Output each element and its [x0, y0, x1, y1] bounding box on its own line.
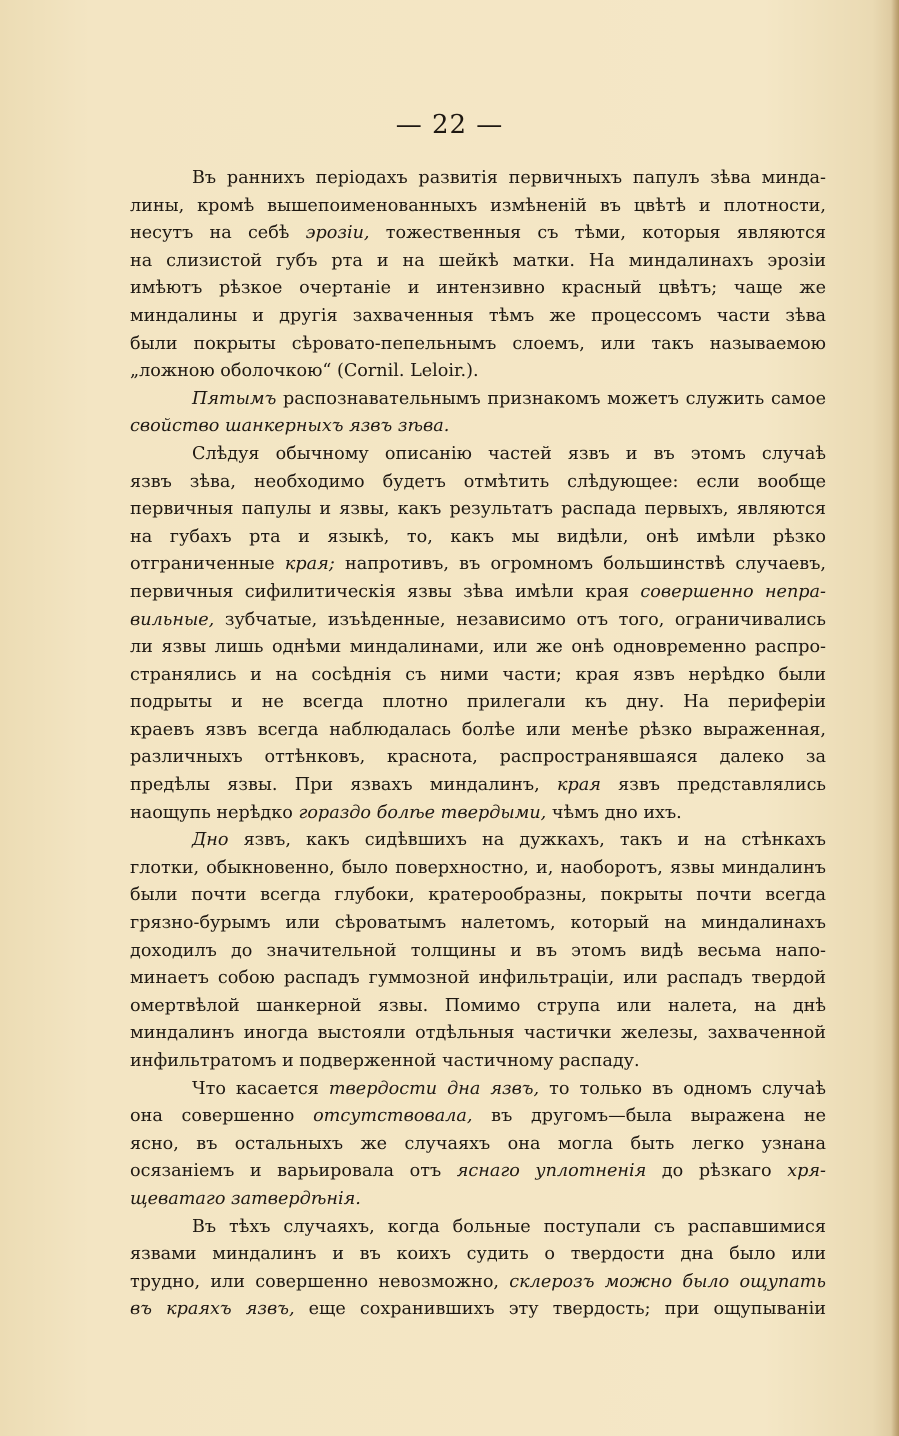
text-span: первичныя папулы и язвы, какъ результатъ распада первыхъ, являются: [130, 499, 826, 520]
text-line: [130, 1076, 826, 1104]
text-line: [130, 1048, 826, 1076]
text-span: на слизистой губъ рта и на шейкѣ матки. На миндалинахъ эрозіи: [130, 250, 826, 271]
italic-text-span: хря-: [787, 1161, 826, 1182]
text-span: были покрыты сѣровато-пепельнымъ слоемъ, или такъ называемою: [130, 333, 826, 354]
text-span: зубчатые, изъѣденные, независимо отъ того, ограничивались: [214, 609, 826, 630]
text-line: [130, 1103, 826, 1131]
text-line: [130, 1131, 826, 1159]
text-span: язвъ представлялись: [600, 775, 826, 796]
body-text: [130, 165, 826, 1324]
text-span: первичныя сифилитическія язвы зѣва имѣли края: [130, 581, 641, 602]
text-span: она совершенно: [130, 1106, 314, 1127]
text-span: Въ тѣхъ случаяхъ, когда больные поступали съ распавшимися: [192, 1216, 826, 1237]
text-span: трудно, или совершенно невозможно,: [130, 1271, 510, 1292]
text-line: [130, 634, 826, 662]
text-span: несутъ на себѣ: [130, 223, 306, 244]
text-line: [130, 827, 826, 855]
text-line: [130, 579, 826, 607]
text-span: подрыты и не всегда плотно прилегали къ дну. На периферіи: [130, 692, 826, 713]
text-span: чѣмъ дно ихъ.: [546, 802, 682, 823]
text-span: язвъ, какъ сидѣвшихъ на дужкахъ, такъ и на стѣнкахъ: [228, 830, 826, 851]
text-span: на губахъ рта и языкѣ, то, какъ мы видѣли, онѣ имѣли рѣзко: [130, 526, 826, 547]
italic-text-span: вильные,: [130, 609, 215, 630]
text-span: язвами миндалинъ и въ коихъ судить о твердости дна было или: [130, 1244, 826, 1265]
text-line: [130, 1241, 826, 1269]
text-span: краевъ язвъ всегда наблюдалась болѣе или менѣе рѣзко выраженная,: [130, 719, 826, 740]
text-span: миндалинъ иногда выстояли отдѣльныя частички железы, захваченной: [130, 1023, 826, 1044]
text-span: предѣлы язвы. При язвахъ миндалинъ,: [130, 775, 557, 796]
text-span: наощупь нерѣдко: [130, 802, 299, 823]
text-span: инфильтратомъ и подверженной частичному распаду.: [130, 1051, 640, 1071]
text-line: [130, 469, 826, 497]
text-line: [130, 965, 826, 993]
text-line: [130, 248, 826, 276]
page-number: — 22 —: [395, 110, 504, 140]
italic-text-span: эрозіи,: [305, 223, 370, 244]
text-line: [130, 165, 826, 193]
text-span: минаетъ собою распадъ гуммозной инфильтраціи, или распадъ твердой: [130, 968, 826, 989]
italic-text-span: отсутствовала,: [313, 1106, 473, 1127]
text-span: тожественныя съ тѣми, которыя являются: [369, 223, 826, 244]
text-line: [130, 1020, 826, 1048]
text-line: [130, 800, 826, 828]
italic-text-span: Дно: [192, 830, 229, 851]
text-line: [130, 413, 826, 441]
text-line: [130, 331, 826, 359]
italic-text-span: совершенно непра-: [640, 581, 826, 602]
text-span: были почти всегда глубоки, кратерообразны, покрыты почти всегда: [130, 885, 826, 906]
text-span: напротивъ, въ огромномъ большинствѣ случаевъ,: [334, 554, 826, 575]
text-span: ли язвы лишь однѣми миндалинами, или же онѣ одновременно распро-: [130, 637, 826, 658]
text-span: до рѣзкаго: [646, 1161, 788, 1182]
text-span: омертвѣлой шанкерной язвы. Помимо струпа или налета, на днѣ: [130, 995, 826, 1016]
text-line: [130, 662, 826, 690]
text-line: [130, 275, 826, 303]
text-line: [130, 910, 826, 938]
text-span: ясно, въ остальныхъ же случаяхъ она могла быть легко узнана: [130, 1133, 826, 1154]
text-span: „ложною оболочкою“ (Cornil. Leloir.).: [130, 361, 479, 382]
text-line: [130, 744, 826, 772]
italic-text-span: края: [556, 775, 601, 796]
text-line: [130, 441, 826, 469]
text-line: [130, 1186, 826, 1214]
italic-text-span: края;: [284, 554, 335, 575]
italic-text-span: склерозъ можно было ощупать: [509, 1271, 826, 1292]
text-line: [130, 1158, 826, 1186]
text-span: странялись и на сосѣднія съ ними части; края язвъ нерѣдко были: [130, 664, 826, 685]
text-span: лины, кромѣ вышепоименованныхъ измѣненій въ цвѣтѣ и плотности,: [130, 195, 826, 216]
text-line: [130, 193, 826, 221]
text-span: язвъ зѣва, необходимо будетъ отмѣтить слѣдующее: если вообще: [130, 471, 826, 492]
text-line: [130, 1296, 826, 1324]
text-line: [130, 1269, 826, 1297]
text-line: [130, 358, 826, 386]
text-span: доходилъ до значительной толщины и въ этомъ видѣ весьма напо-: [130, 940, 826, 961]
text-line: [130, 717, 826, 745]
italic-text-span: твердости дна язвъ,: [328, 1078, 540, 1099]
text-span: глотки, обыкновенно, было поверхностно, и, наоборотъ, язвы миндалинъ: [130, 857, 826, 878]
text-line: [130, 1214, 826, 1242]
italic-text-span: Пятымъ: [192, 388, 277, 409]
text-line: [130, 772, 826, 800]
page-edge-shadow: [891, 0, 899, 1436]
text-span: грязно-бурымъ или сѣроватымъ налетомъ, который на миндалинахъ: [130, 913, 826, 934]
text-span: Въ раннихъ періодахъ развитія первичныхъ папулъ зѣва минда-: [192, 168, 826, 188]
text-line: [130, 303, 826, 331]
text-span: еще сохранившихъ эту твердость; при ощупываніи: [294, 1299, 826, 1320]
text-line: [130, 938, 826, 966]
text-line: [130, 496, 826, 524]
text-line: [130, 882, 826, 910]
text-line: [130, 993, 826, 1021]
text-line: [130, 551, 826, 579]
text-span: миндалины и другія захваченныя тѣмъ же процессомъ части зѣва: [130, 305, 826, 326]
text-span: различныхъ оттѣнковъ, краснота, распространявшаяся далеко за: [130, 747, 826, 768]
text-line: [130, 386, 826, 414]
text-span: осязаніемъ и варьировала отъ: [130, 1161, 457, 1182]
italic-text-span: свойство шанкерныхъ язвъ зѣва.: [130, 416, 450, 437]
text-line: [130, 607, 826, 635]
text-line: [130, 855, 826, 883]
text-line: [130, 689, 826, 717]
italic-text-span: въ краяхъ язвъ,: [130, 1299, 295, 1320]
text-span: то только въ одномъ случаѣ: [539, 1078, 826, 1099]
text-span: отграниченные: [130, 554, 285, 575]
text-span: имѣютъ рѣзкое очертаніе и интензивно красный цвѣтъ; чаще же: [130, 278, 826, 299]
text-line: [130, 524, 826, 552]
italic-text-span: щеватаго затвердѣнія.: [130, 1188, 361, 1209]
text-span: въ другомъ—была выражена не: [472, 1106, 826, 1127]
italic-text-span: гораздо болѣе твердыми,: [298, 802, 547, 823]
italic-text-span: яснаго уплотненія: [456, 1161, 647, 1182]
text-span: распознавательнымъ признакомъ можетъ служить самое: [276, 388, 826, 409]
text-span: Слѣдуя обычному описанію частей язвъ и въ этомъ случаѣ: [192, 443, 826, 464]
text-line: [130, 220, 826, 248]
text-span: Что касается: [192, 1078, 329, 1099]
